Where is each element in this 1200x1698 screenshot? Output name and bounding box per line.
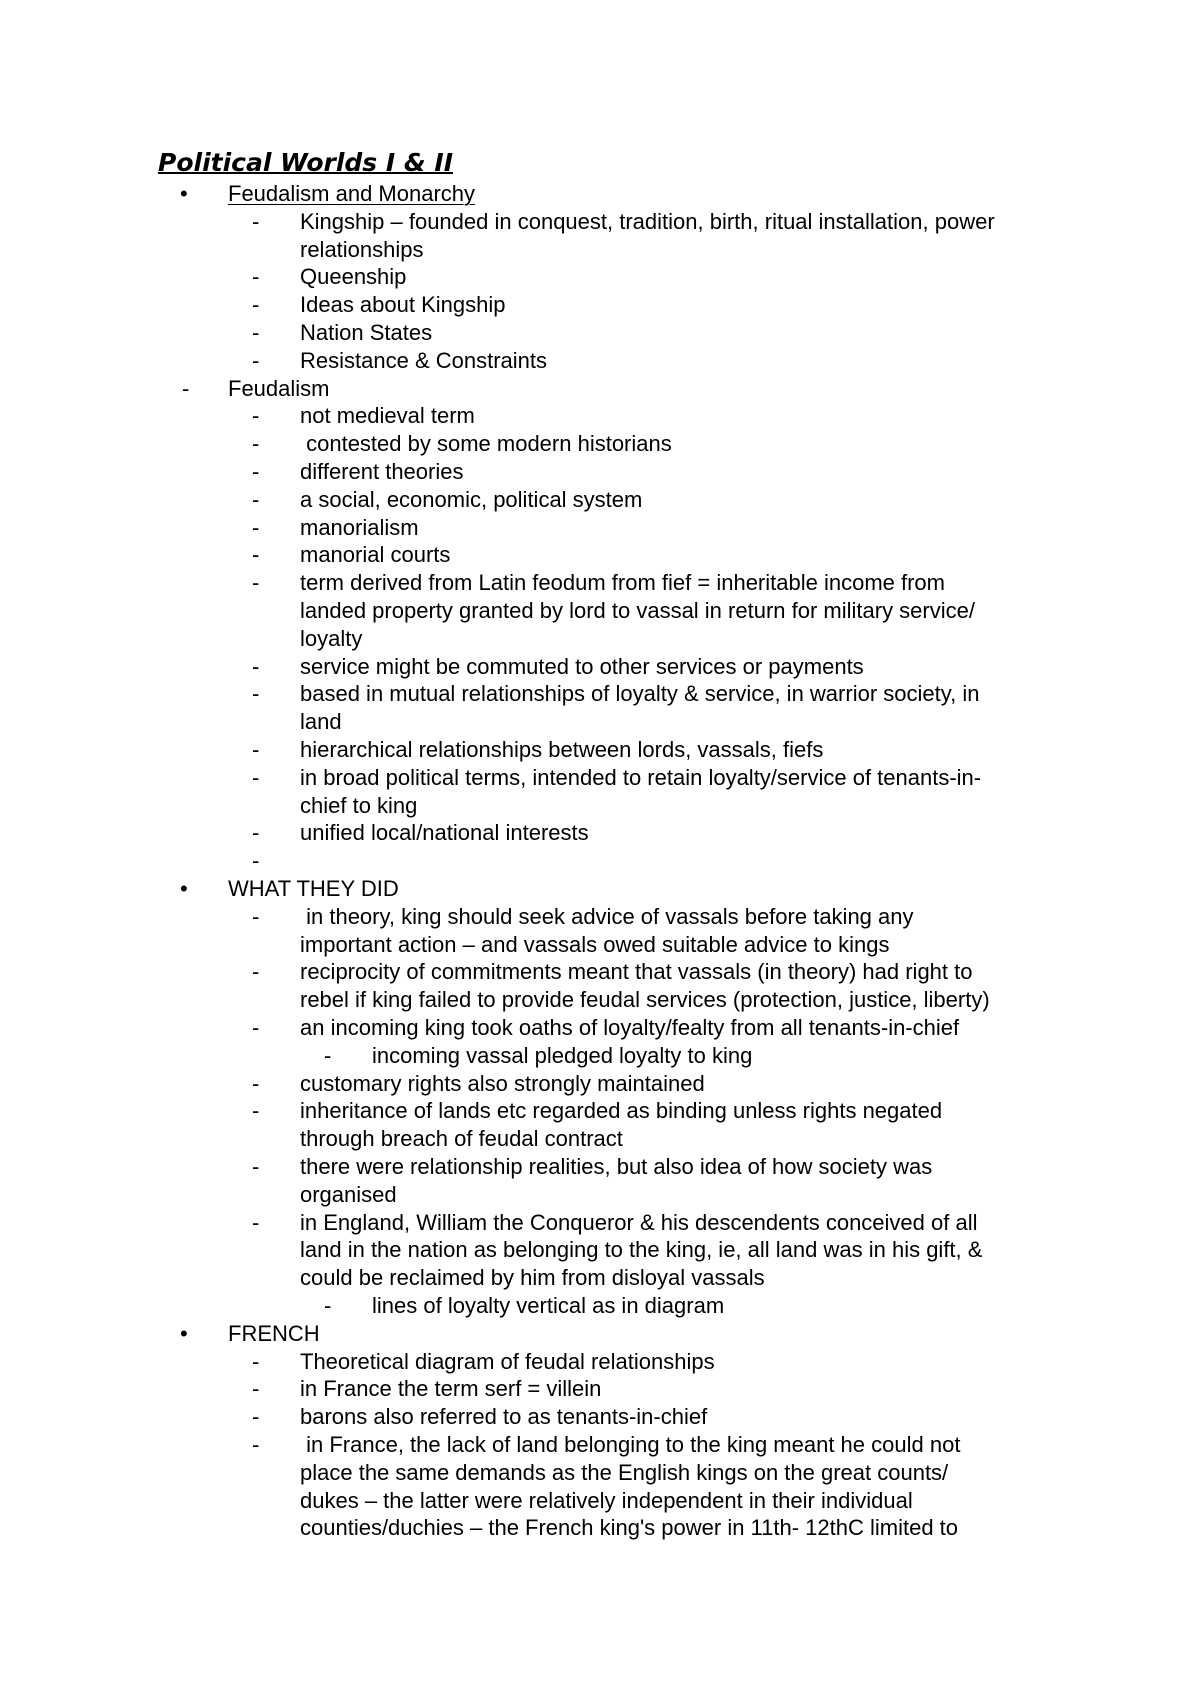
note-line: in theory, king should seek advice of vassals before taking any [300, 903, 914, 929]
note-line: Kingship – founded in conquest, tradition, birth, ritual installation, power [300, 208, 995, 234]
dash-marker: - [324, 1042, 332, 1068]
document-title: Political Worlds I & II [158, 148, 453, 177]
note-line: Queenship [300, 264, 407, 290]
note-line: land [300, 709, 342, 735]
dash-marker: - [182, 375, 190, 401]
dash-marker: - [252, 1404, 260, 1430]
dash-marker: - [252, 764, 260, 790]
bullet-marker: • [180, 876, 188, 901]
dash-marker: - [252, 347, 260, 373]
note-line: manorial courts [300, 542, 451, 568]
dash-marker: - [252, 431, 260, 457]
note-line: unified local/national interests [300, 820, 589, 846]
bullet-marker: • [180, 1320, 188, 1346]
dash-marker: - [324, 1293, 332, 1318]
note-line: loyalty [300, 625, 363, 651]
note-line: based in mutual relationships of loyalty & service, in warrior society, in [300, 681, 980, 707]
note-line: contested by some modern historians [300, 431, 672, 457]
dash-marker: - [252, 570, 260, 596]
dash-marker: - [252, 848, 260, 874]
dash-marker: - [252, 959, 260, 985]
dash-marker: - [252, 208, 260, 234]
dash-marker: - [252, 1432, 260, 1457]
dash-marker: - [252, 653, 260, 679]
dash-marker: - [252, 1209, 260, 1235]
bullet-marker: • [180, 181, 188, 206]
note-line: important action – and vassals owed suitable advice to kings [300, 931, 890, 957]
note-line: Nation States [300, 320, 433, 345]
note-line: through breach of feudal contract [300, 1126, 623, 1152]
dash-marker: - [252, 542, 260, 568]
note-line: Ideas about Kingship [300, 292, 506, 318]
dash-marker: - [252, 1154, 260, 1179]
note-line: land in the nation as belonging to the king, ie, all land was in his gift, & [300, 1237, 983, 1263]
note-line: there were relationship realities, but also idea of how society was [300, 1154, 933, 1179]
note-line: term derived from Latin feodum from fief = inheritable income from [300, 570, 945, 596]
dash-marker: - [252, 737, 260, 762]
dash-marker: - [252, 320, 260, 345]
dash-marker: - [252, 1015, 260, 1040]
note-line: Feudalism [228, 375, 330, 401]
dash-marker: - [252, 1070, 260, 1096]
note-line: landed property granted by lord to vassal in return for military service/ [300, 598, 975, 623]
note-line: counties/duchies – the French king's power in 11th- 12thC limited to [300, 1515, 959, 1541]
dash-marker: - [252, 903, 260, 929]
note-line: barons also referred to as tenants-in-chief [300, 1404, 708, 1430]
note-line: reciprocity of commitments meant that vassals (in theory) had right to [300, 959, 973, 985]
note-line: in France, the lack of land belonging to the king meant he could not [300, 1432, 961, 1457]
note-line: customary rights also strongly maintained [300, 1070, 705, 1096]
dash-marker: - [252, 264, 260, 290]
note-line: service might be commuted to other services or payments [300, 653, 864, 679]
note-line: hierarchical relationships between lords, vassals, fiefs [300, 737, 824, 762]
note-line: dukes – the latter were relatively independent in their individual [300, 1487, 913, 1513]
note-line: could be reclaimed by him from disloyal vassals [300, 1265, 765, 1291]
note-line: Feudalism and Monarchy [228, 181, 476, 206]
note-line: place the same demands as the English kings on the great counts/ [300, 1459, 949, 1485]
note-line: organised [300, 1181, 397, 1207]
note-line: Theoretical diagram of feudal relationships [300, 1348, 715, 1374]
dash-marker: - [252, 1348, 260, 1374]
note-line: in France the term serf = villein [300, 1376, 602, 1402]
dash-marker: - [252, 403, 260, 429]
note-line: FRENCH [228, 1320, 320, 1346]
dash-marker: - [252, 514, 260, 540]
dash-marker: - [252, 292, 260, 318]
note-line: relationships [300, 236, 424, 262]
dash-marker: - [252, 1098, 260, 1124]
dash-marker: - [252, 820, 260, 846]
dash-marker: - [252, 1376, 260, 1402]
note-line: in broad political terms, intended to retain loyalty/service of tenants-in- [300, 764, 982, 790]
note-line: Resistance & Constraints [300, 347, 547, 373]
note-line: in England, William the Conqueror & his descendents conceived of all [300, 1209, 978, 1235]
note-line: lines of loyalty vertical as in diagram [372, 1293, 725, 1318]
note-line: chief to king [300, 792, 418, 818]
note-line: manorialism [300, 514, 419, 540]
note-line: WHAT THEY DID [228, 876, 399, 901]
note-line: an incoming king took oaths of loyalty/fealty from all tenants-in-chief [300, 1015, 960, 1040]
note-line: a social, economic, political system [300, 486, 643, 512]
dash-marker: - [252, 681, 260, 707]
note-line: different theories [300, 459, 464, 484]
note-line: inheritance of lands etc regarded as binding unless rights negated [300, 1098, 943, 1124]
note-line: not medieval term [300, 403, 475, 429]
note-line: rebel if king failed to provide feudal services (protection, justice, liberty) [300, 987, 990, 1013]
dash-marker: - [252, 486, 260, 512]
note-line: incoming vassal pledged loyalty to king [372, 1042, 753, 1068]
dash-marker: - [252, 459, 260, 484]
